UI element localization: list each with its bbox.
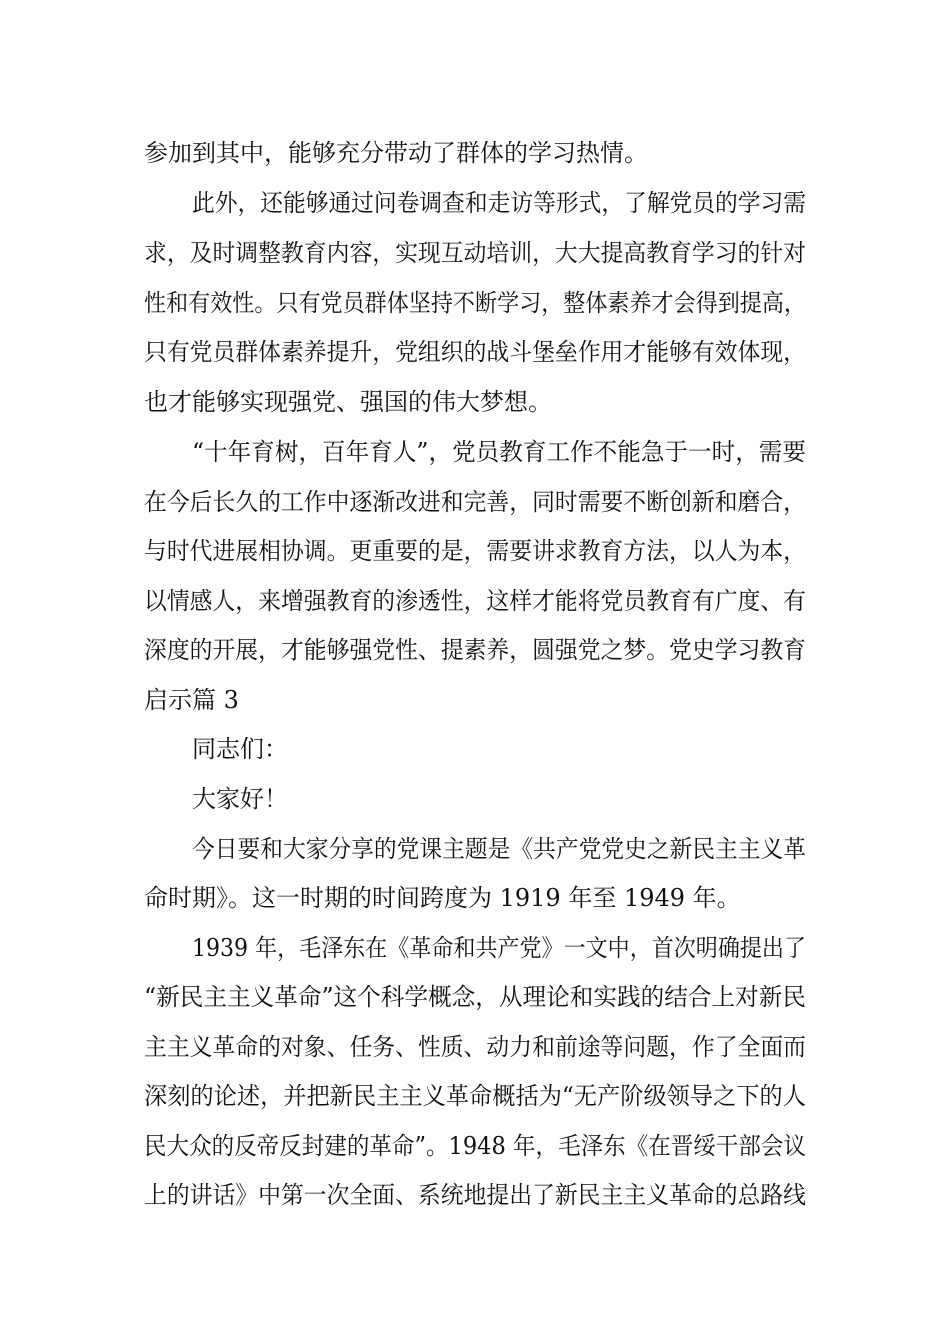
text-line: 同志们： [192, 735, 288, 763]
text-line: 在今后长久的工作中逐渐改进和完善，同时需要不断创新和磨合， [144, 488, 806, 516]
text-line: 深度的开展，才能够强党性、提素养，圆强党之梦。党史学习教育 [144, 636, 806, 664]
text-line: 命时期》。这一时期的时间跨度为 1919 年至 1949 年。 [144, 884, 741, 912]
text-line: 此外，还能够通过问卷调查和走访等形式，了解党员的学习需 [192, 189, 806, 217]
text-line: 以情感人，来增强教育的渗透性，这样才能将党员教育有广度、有 [144, 587, 806, 615]
text-line: 1939 年，毛泽东在《革命和共产党》一文中，首次明确提出了 [192, 934, 806, 962]
text-line: “新民主主义革命”这个科学概念，从理论和实践的结合上对新民 [144, 983, 806, 1011]
text-line: 与时代进展相协调。更重要的是，需要讲求教育方法，以人为本， [144, 537, 806, 565]
text-line: 也才能够实现强党、强国的伟大梦想。 [144, 388, 552, 416]
text-line: 参加到其中，能够充分带动了群体的学习热情。 [144, 139, 648, 167]
text-line: 深刻的论述，并把新民主主义革命概括为“无产阶级领导之下的人 [144, 1082, 806, 1110]
text-line: 求，及时调整教育内容，实现互动培训，大大提高教育学习的针对 [144, 239, 806, 267]
text-line: 民大众的反帝反封建的革命”。1948 年，毛泽东《在晋绥干部会议 [144, 1132, 806, 1160]
text-line: “十年育树，百年育人”，党员教育工作不能急于一时，需要 [192, 438, 806, 466]
text-line: 启示篇 3 [144, 686, 239, 714]
text-line: 主主义革命的对象、任务、性质、动力和前途等问题，作了全面而 [144, 1033, 806, 1061]
text-line: 性和有效性。只有党员群体坚持不断学习，整体素养才会得到提高， [144, 289, 806, 317]
text-line: 上的讲话》中第一次全面、系统地提出了新民主主义革命的总路线 [144, 1181, 806, 1209]
text-line: 只有党员群体素养提升，党组织的战斗堡垒作用才能够有效体现， [144, 338, 806, 366]
text-line: 今日要和大家分享的党课主题是《共产党党史之新民主主义革 [192, 835, 806, 863]
text-line: 大家好！ [192, 785, 288, 813]
